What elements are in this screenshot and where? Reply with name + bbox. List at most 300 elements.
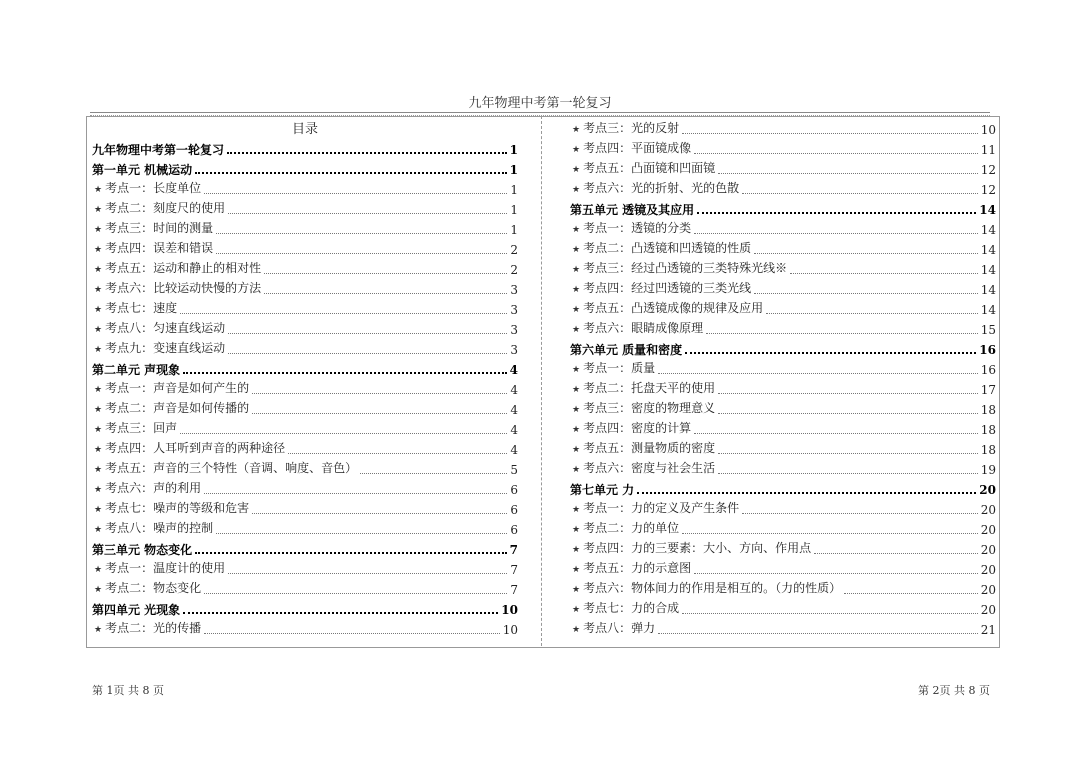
toc-entry-text: 考点六：物体间力的作用是相互的。（力的性质） <box>583 581 842 595</box>
toc-point-entry[interactable] <box>570 260 996 280</box>
star-icon: ★ <box>94 485 103 495</box>
dot-leader <box>204 593 507 594</box>
toc-entry-text: 考点三：密度的物理意义 <box>583 401 716 415</box>
toc-point-entry[interactable] <box>570 440 996 460</box>
star-icon: ★ <box>572 325 581 335</box>
dot-leader <box>694 233 978 234</box>
dot-leader <box>814 553 978 554</box>
toc-page-number: 2 <box>510 243 518 257</box>
toc-page-number: 14 <box>980 223 996 237</box>
dot-leader <box>195 552 506 554</box>
toc-entry-label <box>570 218 691 240</box>
dot-leader <box>694 573 978 574</box>
toc-entry-text: 考点四：平面镜成像 <box>583 141 692 155</box>
toc-page-number: 1 <box>510 183 518 197</box>
star-icon: ★ <box>572 225 581 235</box>
toc-point-entry[interactable] <box>570 580 996 600</box>
toc-page-number: 4 <box>510 423 518 437</box>
toc-entry-text: 考点八：匀速直线运动 <box>105 321 226 335</box>
dot-leader <box>754 253 978 254</box>
toc-page-number: 20 <box>980 543 996 557</box>
toc-entry-label <box>570 340 682 360</box>
toc-page-number: 11 <box>980 143 996 157</box>
star-icon: ★ <box>94 185 103 195</box>
toc-point-entry[interactable] <box>570 220 996 240</box>
star-icon: ★ <box>572 545 581 555</box>
toc-page-number: 3 <box>510 343 518 357</box>
toc-entry-label <box>92 518 213 540</box>
toc-entry-label <box>570 138 691 160</box>
toc-entry-label <box>92 398 249 420</box>
toc-entry-text: 考点一：质量 <box>583 361 656 375</box>
dot-leader <box>264 273 507 274</box>
dot-leader <box>216 233 507 234</box>
toc-entry-label <box>92 318 225 340</box>
toc-page-number: 7 <box>509 543 518 557</box>
toc-heading: 目录 <box>291 122 318 137</box>
toc-entry-label <box>570 418 691 440</box>
dot-leader <box>718 393 978 394</box>
star-icon: ★ <box>572 365 581 375</box>
dot-leader <box>180 433 507 434</box>
toc-page-number: 2 <box>510 263 518 277</box>
dot-leader <box>227 152 507 154</box>
dot-leader <box>204 633 500 634</box>
toc-entry-text: 第三单元 物态变化 <box>92 543 193 557</box>
dot-leader <box>844 593 978 594</box>
star-icon: ★ <box>94 585 103 595</box>
toc-entry-label <box>570 158 715 180</box>
toc-point-entry[interactable] <box>570 400 996 420</box>
toc-point-entry[interactable] <box>92 560 518 580</box>
toc-entry-text: 考点八：噪声的控制 <box>105 521 214 535</box>
toc-entry-text: 第六单元 质量和密度 <box>570 343 683 357</box>
toc-entry-label <box>570 178 739 200</box>
star-icon: ★ <box>572 265 581 275</box>
toc-entry-label <box>570 538 811 560</box>
star-icon: ★ <box>94 405 103 415</box>
toc-point-entry[interactable] <box>92 300 518 320</box>
toc-point-entry[interactable] <box>92 280 518 300</box>
toc-point-entry[interactable] <box>92 180 518 200</box>
dot-leader <box>718 473 978 474</box>
toc-unit-entry[interactable] <box>92 600 518 620</box>
star-icon: ★ <box>572 505 581 515</box>
toc-page-number: 20 <box>979 483 996 497</box>
toc-entry-text: 考点三：光的反射 <box>583 121 680 135</box>
toc-entry-label <box>92 198 225 220</box>
dot-leader <box>694 433 978 434</box>
toc-page-number: 4 <box>510 443 518 457</box>
toc-entry-text: 考点五：力的示意图 <box>583 561 692 575</box>
toc-entry-text: 考点五：凸透镜成像的规律及应用 <box>583 301 764 315</box>
toc-entry-text: 第一单元 机械运动 <box>92 163 193 177</box>
toc-entry-text: 考点五：声音的三个特性（音调、响度、音色） <box>105 461 358 475</box>
toc-entry-text: 九年物理中考第一轮复习 <box>92 143 225 157</box>
dot-leader <box>754 293 978 294</box>
star-icon: ★ <box>94 425 103 435</box>
toc-entry-label <box>570 458 715 480</box>
star-icon: ★ <box>94 205 103 215</box>
toc-entry-text: 考点一：声音是如何产生的 <box>105 381 250 395</box>
toc-entry-text: 考点四：力的三要素：大小、方向、作用点 <box>583 541 812 555</box>
dot-leader <box>204 493 507 494</box>
toc-point-entry[interactable] <box>92 200 518 220</box>
header-rule <box>90 112 990 113</box>
toc-entry-text: 考点四：经过凹透镜的三类光线 <box>583 281 752 295</box>
page-divider <box>541 116 542 646</box>
toc-point-entry[interactable] <box>92 520 518 540</box>
toc-page-number: 1 <box>510 223 518 237</box>
dot-leader <box>228 213 507 214</box>
toc-entry-label <box>570 578 841 600</box>
dot-leader <box>360 473 507 474</box>
toc-point-entry[interactable] <box>570 360 996 380</box>
dot-leader <box>658 373 978 374</box>
toc-point-entry[interactable] <box>570 300 996 320</box>
toc-entry-label <box>92 378 249 400</box>
toc-page-number: 10 <box>980 123 996 137</box>
toc-entry-label <box>92 418 177 440</box>
footer-page-left: 第 1页 共 8 页 <box>92 684 164 697</box>
star-icon: ★ <box>572 565 581 575</box>
dot-leader <box>252 393 507 394</box>
toc-entry-text: 考点六：密度与社会生活 <box>583 461 716 475</box>
toc-point-entry[interactable] <box>92 500 518 520</box>
dot-leader <box>180 313 507 314</box>
toc-unit-entry[interactable] <box>570 480 996 500</box>
dot-leader <box>216 253 507 254</box>
toc-entry-label <box>570 498 739 520</box>
star-icon: ★ <box>94 465 103 475</box>
toc-entry-text: 考点二：刻度尺的使用 <box>105 201 226 215</box>
star-icon: ★ <box>94 445 103 455</box>
dot-leader <box>766 313 978 314</box>
toc-entry-text: 考点四：误差和错误 <box>105 241 214 255</box>
toc-entry-label <box>92 140 224 160</box>
toc-point-entry[interactable] <box>92 340 518 360</box>
toc-point-entry[interactable] <box>570 240 996 260</box>
toc-entry-text: 考点二：光的传播 <box>105 621 202 635</box>
toc-page-number: 19 <box>980 463 996 477</box>
toc-entry-label <box>570 480 634 500</box>
toc-point-entry[interactable] <box>570 420 996 440</box>
toc-entry-label <box>570 118 679 140</box>
toc-entry-text: 考点一：力的定义及产生条件 <box>583 501 740 515</box>
toc-point-entry[interactable] <box>570 460 996 480</box>
toc-entry-text: 考点七：噪声的等级和危害 <box>105 501 250 515</box>
toc-entry-label <box>92 258 261 280</box>
star-icon: ★ <box>572 245 581 255</box>
toc-page-number: 4 <box>510 383 518 397</box>
star-icon: ★ <box>94 345 103 355</box>
toc-point-entry[interactable] <box>92 220 518 240</box>
dot-leader <box>790 273 978 274</box>
star-icon: ★ <box>572 405 581 415</box>
toc-page-number: 6 <box>510 503 518 517</box>
toc-entry-text: 考点六：声的利用 <box>105 481 202 495</box>
dot-leader <box>183 372 506 374</box>
toc-entry-text: 考点二：力的单位 <box>583 521 680 535</box>
dot-leader <box>682 613 978 614</box>
toc-entry-text: 第二单元 声现象 <box>92 363 181 377</box>
dot-leader <box>216 533 507 534</box>
toc-page-number: 7 <box>510 563 518 577</box>
toc-entry-label <box>92 338 225 360</box>
dot-leader <box>718 173 978 174</box>
toc-entry-label <box>570 200 694 220</box>
toc-point-entry[interactable] <box>570 120 996 140</box>
toc-entry-label <box>92 540 192 560</box>
dot-leader <box>682 533 978 534</box>
star-icon: ★ <box>572 605 581 615</box>
star-icon: ★ <box>572 285 581 295</box>
star-icon: ★ <box>94 565 103 575</box>
toc-entry-label <box>92 298 177 320</box>
dot-leader <box>264 293 507 294</box>
toc-entry-label <box>92 238 213 260</box>
toc-entry-label <box>570 618 655 640</box>
toc-point-entry[interactable] <box>570 180 996 200</box>
toc-entry-text: 考点九：变速直线运动 <box>105 341 226 355</box>
toc-point-entry[interactable] <box>570 160 996 180</box>
toc-entry-text: 考点二：物态变化 <box>105 581 202 595</box>
star-icon: ★ <box>572 165 581 175</box>
star-icon: ★ <box>94 305 103 315</box>
toc-page-number: 12 <box>980 183 996 197</box>
toc-page-number: 18 <box>980 443 996 457</box>
document-header-title: 九年物理中考第一轮复习 <box>468 96 612 111</box>
toc-entry-label <box>92 178 201 200</box>
toc-point-entry[interactable] <box>92 440 518 460</box>
toc-point-entry[interactable] <box>570 500 996 520</box>
dot-leader <box>183 612 498 614</box>
toc-point-entry[interactable] <box>92 240 518 260</box>
toc-page-number: 3 <box>510 283 518 297</box>
dot-leader <box>637 492 976 494</box>
star-icon: ★ <box>94 625 103 635</box>
toc-entry-label <box>92 458 357 480</box>
dot-leader <box>718 413 978 414</box>
toc-page-number: 18 <box>980 423 996 437</box>
toc-entry-label <box>570 438 715 460</box>
dot-leader <box>228 333 507 334</box>
toc-entry-label <box>570 398 715 420</box>
dot-leader <box>697 212 976 214</box>
toc-point-entry[interactable] <box>570 380 996 400</box>
toc-entry-text: 考点四：密度的计算 <box>583 421 692 435</box>
star-icon: ★ <box>94 265 103 275</box>
toc-page-number: 1 <box>510 203 518 217</box>
toc-page-number: 20 <box>980 563 996 577</box>
dot-leader <box>288 453 507 454</box>
toc-entry-text: 考点七：速度 <box>105 301 178 315</box>
toc-entry-text: 考点三：经过凸透镜的三类特殊光线※ <box>583 261 788 275</box>
star-icon: ★ <box>572 465 581 475</box>
toc-page-number: 12 <box>980 163 996 177</box>
toc-page-number: 4 <box>510 403 518 417</box>
toc-entry-label <box>92 160 192 180</box>
toc-entry-text: 考点二：声音是如何传播的 <box>105 401 250 415</box>
star-icon: ★ <box>94 385 103 395</box>
toc-entry-text: 考点四：人耳听到声音的两种途径 <box>105 441 286 455</box>
toc-unit-entry[interactable] <box>570 200 996 220</box>
toc-page-number: 3 <box>510 323 518 337</box>
toc-entry-label <box>92 578 201 600</box>
dot-leader <box>706 333 978 334</box>
dot-leader <box>685 352 976 354</box>
toc-entry-text: 考点五：测量物质的密度 <box>583 441 716 455</box>
toc-entry-text: 考点六：眼睛成像原理 <box>583 321 704 335</box>
toc-page-number: 14 <box>980 263 996 277</box>
toc-entry-label <box>570 318 703 340</box>
toc-point-entry[interactable] <box>570 540 996 560</box>
toc-page-number: 15 <box>980 323 996 337</box>
toc-page-number: 14 <box>980 283 996 297</box>
toc-entry-label <box>570 558 691 580</box>
toc-point-entry[interactable] <box>570 320 996 340</box>
toc-unit-entry[interactable] <box>92 360 518 380</box>
toc-entry-text: 考点五：运动和静止的相对性 <box>105 261 262 275</box>
star-icon: ★ <box>94 525 103 535</box>
toc-point-entry[interactable] <box>570 280 996 300</box>
toc-entry-text: 考点七：力的合成 <box>583 601 680 615</box>
dot-leader <box>195 172 506 174</box>
star-icon: ★ <box>572 125 581 135</box>
toc-page-number: 5 <box>510 463 518 477</box>
dot-leader <box>718 453 978 454</box>
toc-unit-entry[interactable] <box>92 140 518 160</box>
star-icon: ★ <box>94 225 103 235</box>
toc-page-number: 18 <box>980 403 996 417</box>
toc-page-number: 20 <box>980 583 996 597</box>
toc-entry-label <box>92 600 180 620</box>
dot-leader <box>228 353 507 354</box>
toc-point-entry[interactable] <box>92 260 518 280</box>
toc-unit-entry[interactable] <box>92 160 518 180</box>
toc-entry-text: 考点五：凸面镜和凹面镜 <box>583 161 716 175</box>
toc-entry-label <box>92 618 201 640</box>
dot-leader <box>658 633 978 634</box>
star-icon: ★ <box>572 625 581 635</box>
toc-entry-text: 考点三：时间的测量 <box>105 221 214 235</box>
toc-page-number: 17 <box>980 383 996 397</box>
toc-entry-label <box>92 438 285 460</box>
toc-page-number: 21 <box>980 623 996 637</box>
toc-entry-text: 考点二：托盘天平的使用 <box>583 381 716 395</box>
star-icon: ★ <box>572 185 581 195</box>
toc-point-entry[interactable] <box>570 520 996 540</box>
toc-point-entry[interactable] <box>570 140 996 160</box>
toc-point-entry[interactable] <box>92 420 518 440</box>
toc-entry-text: 第五单元 透镜及其应用 <box>570 203 695 217</box>
toc-page-number: 1 <box>509 143 518 157</box>
toc-entry-text: 考点一：长度单位 <box>105 181 202 195</box>
toc-unit-entry[interactable] <box>570 340 996 360</box>
toc-left-column <box>92 120 518 640</box>
toc-entry-text: 第四单元 光现象 <box>92 603 181 617</box>
star-icon: ★ <box>572 445 581 455</box>
toc-page-number: 4 <box>509 363 518 377</box>
star-icon: ★ <box>94 285 103 295</box>
toc-entry-label <box>92 558 225 580</box>
star-icon: ★ <box>572 525 581 535</box>
toc-point-entry[interactable] <box>92 580 518 600</box>
toc-entry-text: 考点八：弹力 <box>583 621 656 635</box>
toc-entry-label <box>570 518 679 540</box>
toc-entry-text: 第七单元 力 <box>570 483 635 497</box>
toc-entry-label <box>570 598 679 620</box>
star-icon: ★ <box>94 505 103 515</box>
toc-entry-label <box>570 378 715 400</box>
star-icon: ★ <box>572 385 581 395</box>
toc-unit-entry[interactable] <box>92 540 518 560</box>
toc-page-number: 14 <box>979 203 996 217</box>
toc-page-number: 6 <box>510 483 518 497</box>
toc-page-number: 6 <box>510 523 518 537</box>
dot-leader <box>682 133 978 134</box>
toc-page-number: 3 <box>510 303 518 317</box>
toc-page-number: 14 <box>980 243 996 257</box>
star-icon: ★ <box>572 145 581 155</box>
dot-leader <box>742 513 978 514</box>
toc-right-column <box>570 120 996 640</box>
toc-page-number: 10 <box>502 623 518 637</box>
star-icon: ★ <box>572 425 581 435</box>
toc-point-entry[interactable] <box>570 600 996 620</box>
toc-page-number: 16 <box>980 363 996 377</box>
toc-point-entry[interactable] <box>92 620 518 640</box>
footer-page-right: 第 2页 共 8 页 <box>918 684 990 697</box>
toc-point-entry[interactable] <box>92 460 518 480</box>
toc-point-entry[interactable] <box>92 320 518 340</box>
toc-page-number: 7 <box>510 583 518 597</box>
toc-entry-label <box>570 358 655 380</box>
toc-entry-text: 考点六：光的折射、光的色散 <box>583 181 740 195</box>
toc-entry-text: 考点二：凸透镜和凹透镜的性质 <box>583 241 752 255</box>
dot-leader <box>252 413 507 414</box>
toc-entry-label <box>92 498 249 520</box>
dot-leader <box>204 193 507 194</box>
toc-entry-text: 考点六：比较运动快慢的方法 <box>105 281 262 295</box>
dot-leader <box>252 513 507 514</box>
star-icon: ★ <box>572 305 581 315</box>
toc-entry-label <box>92 218 213 240</box>
toc-point-entry[interactable] <box>92 400 518 420</box>
toc-page-number: 16 <box>979 343 996 357</box>
toc-point-entry[interactable] <box>92 480 518 500</box>
toc-page-number: 1 <box>509 163 518 177</box>
toc-entry-label <box>570 298 763 320</box>
toc-point-entry[interactable] <box>570 620 996 640</box>
toc-point-entry[interactable] <box>92 380 518 400</box>
dot-leader <box>228 573 507 574</box>
toc-point-entry[interactable] <box>570 560 996 580</box>
toc-page-number: 20 <box>980 603 996 617</box>
toc-entry-label <box>570 278 751 300</box>
star-icon: ★ <box>572 585 581 595</box>
toc-entry-text: 考点一：透镜的分类 <box>583 221 692 235</box>
toc-entry-label <box>92 360 180 380</box>
toc-entry-label <box>92 278 261 300</box>
toc-entry-label <box>570 238 751 260</box>
toc-entry-text: 考点三：回声 <box>105 421 178 435</box>
toc-entry-label <box>92 478 201 500</box>
star-icon: ★ <box>94 325 103 335</box>
toc-entry-label <box>570 258 787 280</box>
toc-entry-text: 考点一：温度计的使用 <box>105 561 226 575</box>
toc-page-number: 14 <box>980 303 996 317</box>
